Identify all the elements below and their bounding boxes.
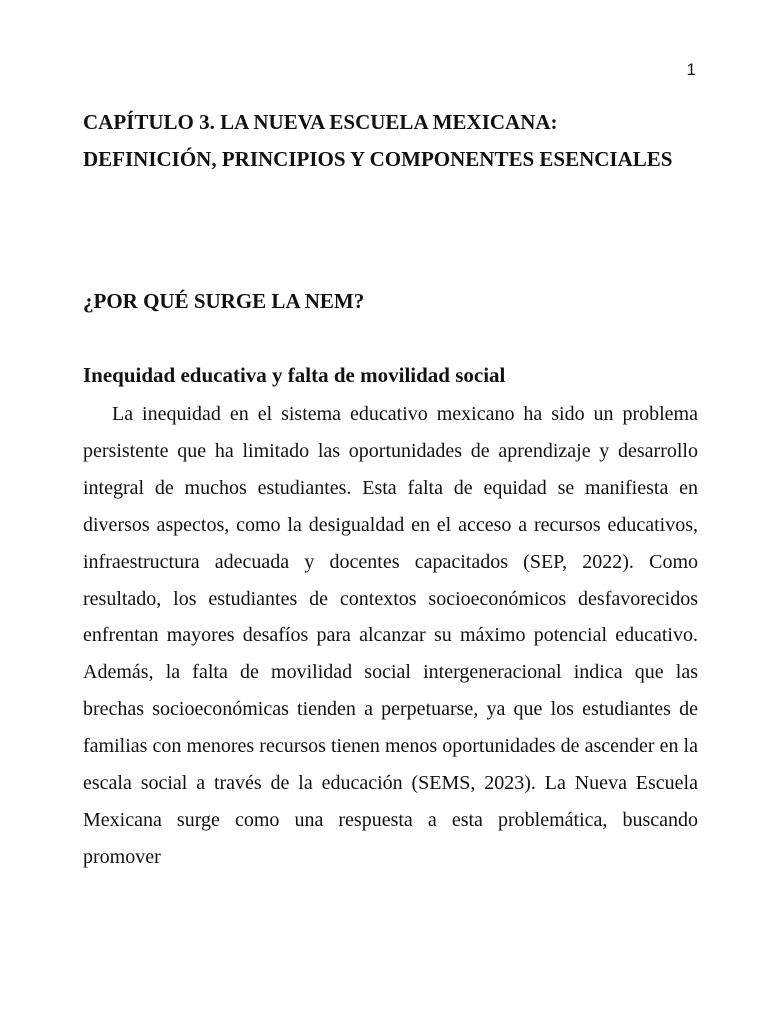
page-number: 1 [686, 60, 696, 79]
subsection-heading: Inequidad educativa y falta de movilidad social [83, 363, 506, 387]
chapter-title: CAPÍTULO 3. LA NUEVA ESCUELA MEXICANA: DEFINICIÓN, PRINCIPIOS Y COMPONENTES ESENCIALES [83, 110, 673, 171]
section-heading: ¿POR QUÉ SURGE LA NEM? [83, 289, 365, 313]
body-paragraph: La inequidad en el sistema educativo mexicano ha sido un problema persistente que ha limitado las oportunidades de aprendizaje y desarrollo integral de muchos estudiantes. Esta falta de equidad se manifiesta en diversos aspectos, como la desigualdad en el acceso a recursos educativos, infraestructura adecuada y docentes capacitados (SEP, 2022). Como resultado, los estudiantes de contextos socioeconómicos desfavorecidos enfrentan mayores desafíos para alcanzar su máximo potencial educativo. Además, la falta de movilidad social intergeneracional indica que las brechas socioeconómicas tienden a perpetuarse, ya que los estudiantes de familias con menores recursos tienen menos oportunidades de ascender en la escala social a través de la educación (SEMS, 2023). La Nueva Escuela Mexicana surge como una respuesta a esta problemática, buscando promover [83, 403, 698, 868]
